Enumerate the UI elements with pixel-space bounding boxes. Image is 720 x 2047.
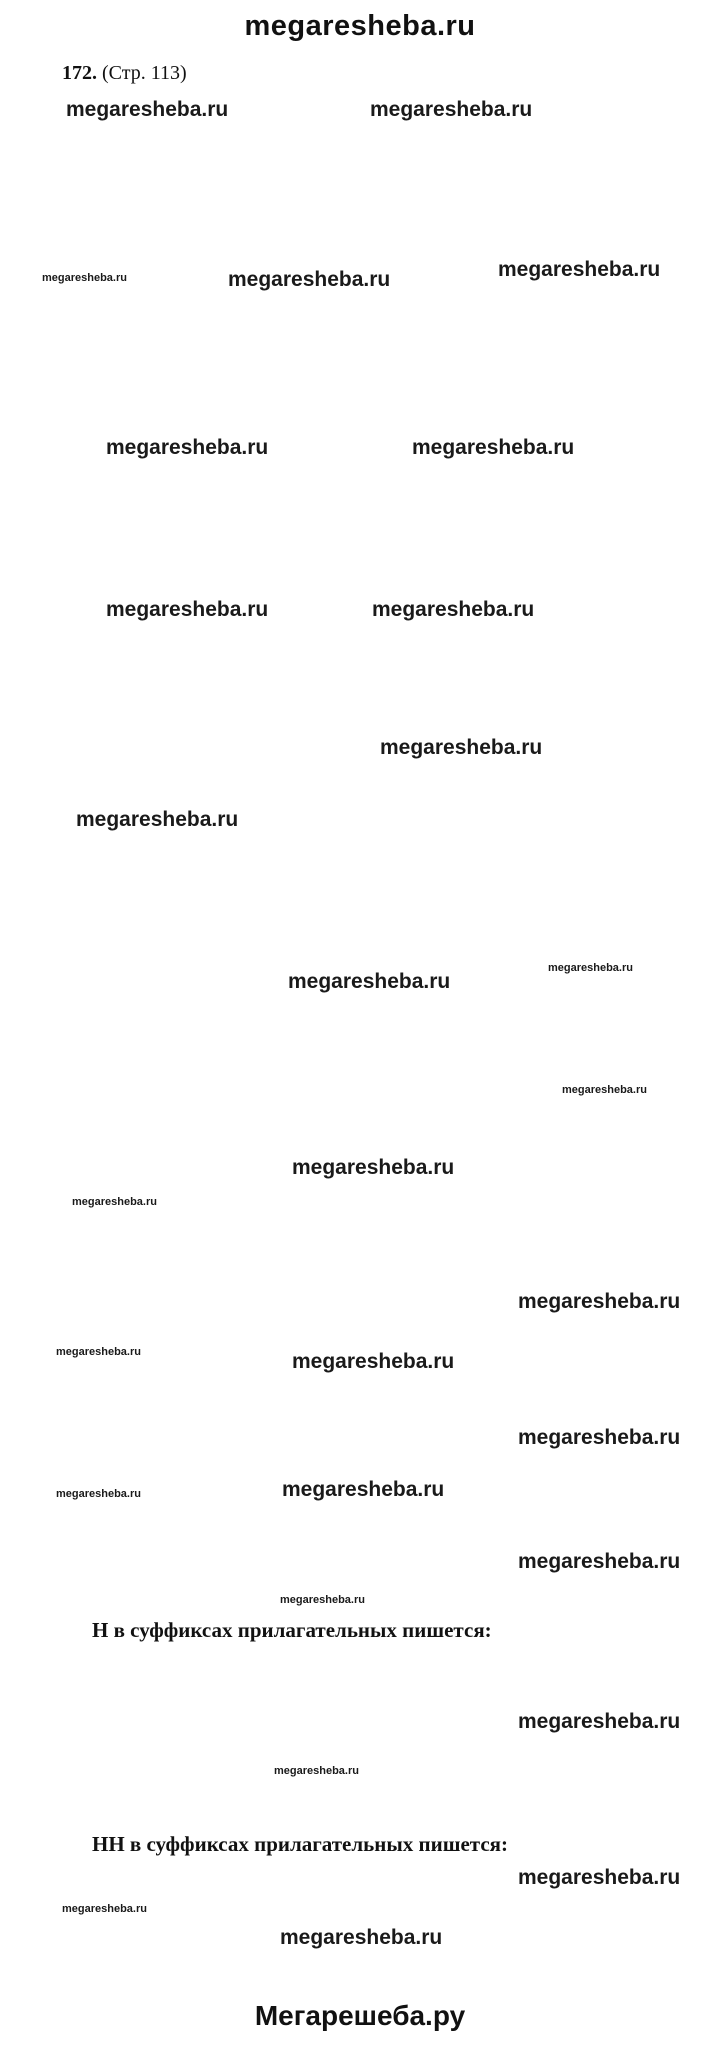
watermark: megaresheba.ru: [56, 1488, 141, 1500]
watermark: megaresheba.ru: [498, 258, 661, 281]
rule-heading-nn: НН в суффиксах прилагательных пишется:: [92, 1832, 509, 1856]
site-header: megaresheba.ru: [244, 10, 476, 42]
watermark: megaresheba.ru: [62, 1903, 147, 1915]
watermark: megaresheba.ru: [76, 808, 239, 831]
watermark: megaresheba.ru: [292, 1350, 455, 1373]
watermark: megaresheba.ru: [106, 598, 269, 621]
watermark: megaresheba.ru: [372, 598, 535, 621]
watermark: megaresheba.ru: [280, 1594, 365, 1606]
task-heading: [62, 62, 187, 85]
site-footer: Мегарешеба.ру: [254, 2000, 466, 2031]
task-page-ref: (Стр. 113): [102, 62, 187, 84]
watermark: megaresheba.ru: [380, 736, 543, 759]
watermark: megaresheba.ru: [106, 436, 269, 459]
watermark: megaresheba.ru: [280, 1926, 443, 1949]
watermark: megaresheba.ru: [518, 1710, 681, 1733]
watermark: megaresheba.ru: [412, 436, 575, 459]
watermark: megaresheba.ru: [518, 1426, 681, 1449]
watermark: megaresheba.ru: [518, 1866, 681, 1889]
watermark: megaresheba.ru: [56, 1346, 141, 1358]
watermark: megaresheba.ru: [292, 1156, 455, 1179]
watermark: megaresheba.ru: [518, 1550, 681, 1573]
watermark: megaresheba.ru: [370, 98, 533, 121]
rule-heading-n: Н в суффиксах прилагательных пишется:: [92, 1618, 492, 1642]
watermark: megaresheba.ru: [562, 1084, 647, 1096]
watermark: megaresheba.ru: [518, 1290, 681, 1313]
watermark: megaresheba.ru: [72, 1196, 157, 1208]
watermark: megaresheba.ru: [274, 1765, 359, 1777]
watermark: megaresheba.ru: [548, 962, 633, 974]
watermark: megaresheba.ru: [42, 272, 127, 284]
watermark: megaresheba.ru: [288, 970, 451, 993]
watermark: megaresheba.ru: [66, 98, 229, 121]
watermark: megaresheba.ru: [228, 268, 391, 291]
task-number: 172.: [62, 62, 97, 84]
watermark: megaresheba.ru: [282, 1478, 445, 1501]
